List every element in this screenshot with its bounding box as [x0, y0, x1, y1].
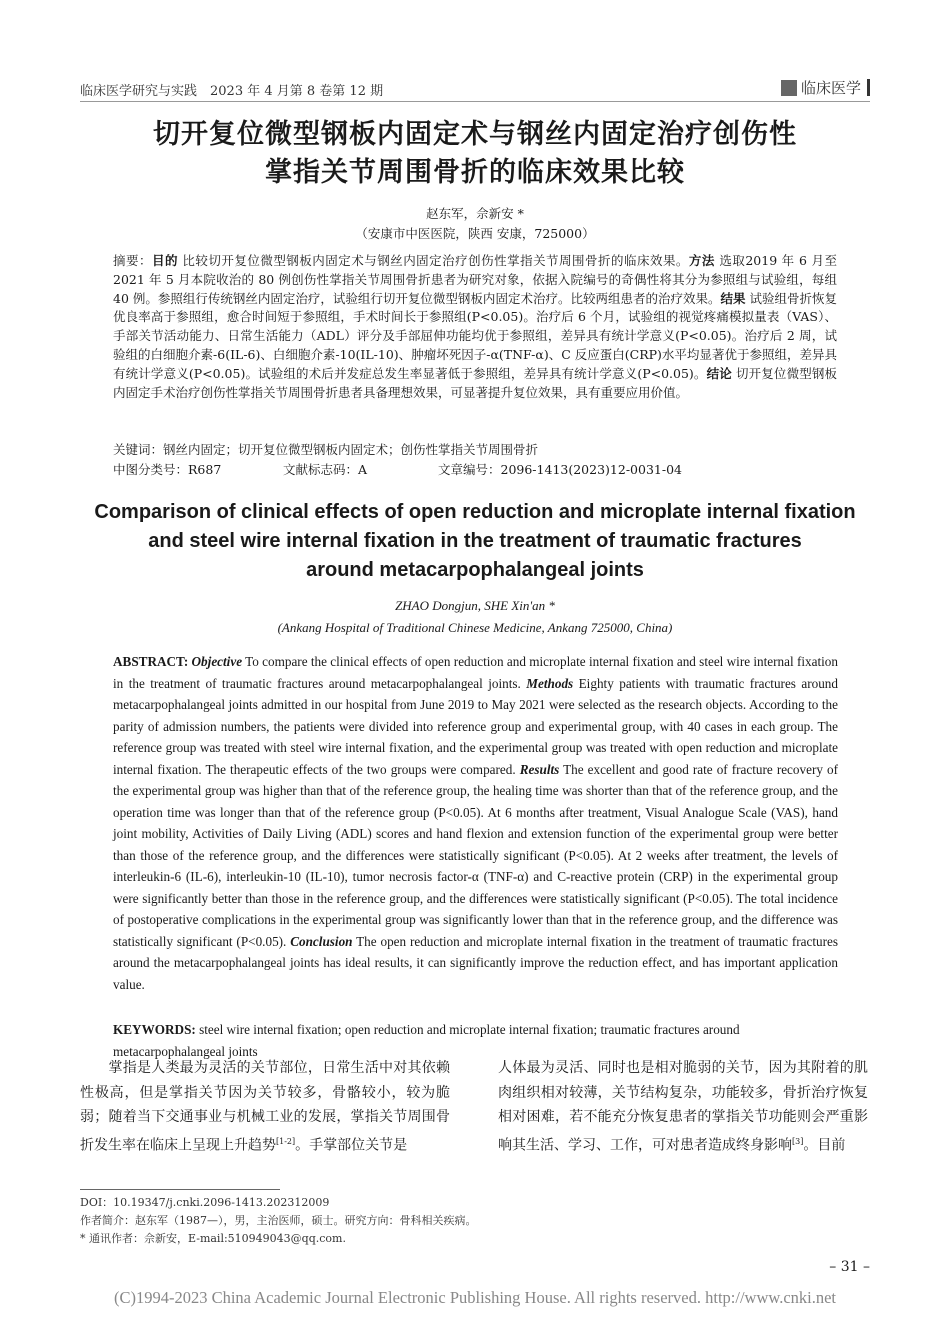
- results-en: The excellent and good rate of fracture recovery of the experimental group was higher than that of the reference group, the healing time was shorter than that of the reference group, and the operation time was longer than that of the reference group (P<0.05). At 6 months after treatment, Visual Analogue Scale (VAS), hand joint mobility, Activities of Daily Living (ADL) scores and hand flexion and extension function of the experimental group were better than those of the reference group, and the differences were statistically significant (P<0.05). At 2 weeks after treatment, the levels of interleukin-6 (IL-6), interleukin-10 (IL-10), tumor necrosis factor-α (TNF-α) and C-reactive protein (CRP) in the experimental group were significantly better than those in the reference group, and the differences were statistically significant (P<0.05). The total incidence of postoperative complications in the experimental group was significantly lower than that in the reference group, and the difference was statistically significant (P<0.05).: [113, 761, 838, 949]
- methods-cn: 选取2019 年 6 月至 2021 年 5 月本院收治的 80 例创伤性掌指关节周围骨折患者为研究对象，依据入院编号的奇偶性将其分为参照组与试验组，每组 40 例。参照组行传统钢丝内固定治疗，试验组行切开复位微型钢板内固定术治疗。比较两组患者的治疗效果。: [113, 253, 837, 306]
- conclusion-cn-label: 结论: [706, 365, 732, 381]
- affiliation-cn: （安康市中医医院，陕西 安康，725000）: [355, 226, 595, 241]
- author-bio: 作者简介：赵东军（1987—），男，主治医师，硕士。研究方向：骨科相关疾病。: [80, 1214, 477, 1227]
- body-left-text: 掌指是人类最为灵活的关节部位，日常生活中对其依赖性极高，但是掌指关节因为关节较多，骨骼较小，较为脆弱；随着当下交通事业与机械工业的发展，掌指关节周围骨折发生率在临床上呈现上升趋势: [80, 1060, 450, 1154]
- keywords-cn: 关键词：钢丝内固定；切开复位微型钢板内固定术；创伤性掌指关节周围骨折: [113, 442, 539, 457]
- objective-en: To compare the clinical effects of open reduction and microplate internal fixation and steel wire internal fixation in the treatment of traumatic fractures around metacarpophalangeal joints.: [113, 654, 838, 691]
- title-en-line2: and steel wire internal fixation in the treatment of traumatic fractures: [148, 530, 802, 552]
- conclusion-en-label: Conclusion: [290, 933, 353, 949]
- authors-en: ZHAO Dongjun, SHE Xin'an *: [395, 598, 555, 613]
- header-rule: [80, 101, 870, 102]
- methods-en: Eighty patients with traumatic fractures around metacarpophalangeal joints admitted in our hospital from June 2019 to May 2021 were selected as the research objects. According to the parity of admission numbers, the patients were divided into reference group and experimental group, with 40 cases in each group. The reference group was treated with steel wire internal fixation, and the experimental group was treated with open reduction and microplate internal fixation. The therapeutic effects of the two groups were compared.: [113, 675, 838, 777]
- body-left-column: [80, 1056, 450, 1158]
- section-label: [781, 77, 870, 98]
- conclusion-cn: 切开复位微型钢板内固定手术治疗创伤性掌指关节周围骨折患者具备理想效果，可显著提升复位效果，具有重要应用价值。: [113, 365, 837, 400]
- section-marker-icon: [781, 80, 797, 96]
- objective-en-label: Objective: [191, 654, 243, 669]
- body-left-text-end: 。手掌部位关节是: [295, 1137, 408, 1154]
- methods-cn-label: 方法: [688, 253, 715, 268]
- classification-row: [113, 460, 837, 478]
- objective-cn: 比较切开复位微型钢板内固定术与钢丝内固定治疗创伤性掌指关节周围骨折的临床效果。: [177, 253, 689, 268]
- footnote-rule: [80, 1189, 280, 1190]
- section-name: 临床医学: [800, 79, 861, 97]
- doc-code: 文献标志码：A: [283, 462, 368, 477]
- authors-cn: 赵东军，佘新安 *: [426, 206, 524, 221]
- objective-cn-label: 目的: [151, 253, 178, 268]
- citation-1-2: [1-2]: [276, 1136, 296, 1146]
- conclusion-en: The open reduction and microplate internal fixation in the treatment of traumatic fractures around the metacarpophalangeal joints has ideal results, it can significantly improve the reduction effect, and has important application value.: [113, 933, 838, 992]
- keywords-en-label: KEYWORDS:: [113, 1022, 200, 1037]
- abstract-en: [113, 651, 838, 995]
- results-en-label: Results: [519, 761, 560, 777]
- citation-3: [3]: [792, 1136, 804, 1146]
- title-cn-line1: 切开复位微型钢板内固定术与钢丝内固定治疗创伤性: [153, 119, 797, 150]
- methods-en-label: Methods: [526, 675, 574, 691]
- page-number: – 31 –: [829, 1259, 870, 1275]
- section-end-marker-icon: [867, 79, 870, 96]
- results-cn: 试验组骨折恢复优良率高于参照组，愈合时间短于参照组，手术时间长于参照组(P<0.05)。治疗后 6 个月，试验组的视觉疼痛模拟量表（VAS）、手部关节活动能力、日常生活能力（ADL）评分及手部屈伸功能均优于参照组，差异具有统计学意义(P<0.05)。治疗后 2 周，试验组的白细胞介素-6(IL-6)、白细胞介素-10(IL-10)、肿瘤坏死因子-α(TNF-α)、C 反应蛋白(CRP)水平均显著优于参照组，差异具有统计学意义(P<0.05)。试验组的术后并发症总发生率显著低于参照组，差异具有统计学意义(P<0.05)。: [113, 290, 837, 381]
- title-cn-line2: 掌指关节周围骨折的临床效果比较: [265, 157, 685, 188]
- body-right-text-end: 。目前: [803, 1137, 846, 1154]
- copyright-watermark: (C)1994-2023 China Academic Journal Electronic Publishing House. All rights reserved. http://www.cnki.net: [113, 1288, 837, 1307]
- abstract-cn: [113, 252, 837, 402]
- affiliation-en: (Ankang Hospital of Traditional Chinese Medicine, Ankang 725000, China): [277, 620, 673, 635]
- corresponding-author: * 通讯作者：佘新安，E-mail:510949043@qq.com.: [80, 1232, 346, 1245]
- abstract-cn-label: 摘要：: [113, 253, 152, 268]
- results-cn-label: 结果: [720, 290, 746, 306]
- title-en: [80, 498, 870, 585]
- keywords-en-text: steel wire internal fixation; open reduction and microplate internal fixation; traumatic fractures around metacarpophalangeal joints: [113, 1022, 740, 1059]
- journal-header: 临床医学研究与实践 2023 年 4 月第 8 卷第 12 期: [80, 84, 384, 99]
- doi: DOI：10.19347/j.cnki.2096-1413.202312009: [80, 1196, 330, 1209]
- clc-code: 中图分类号：R687: [113, 462, 222, 477]
- body-right-text: 人体最为灵活、同时也是相对脆弱的关节，因为其附着的肌肉组织相对较薄，关节结构复杂，功能较多，骨折治疗恢复相对困难，若不能充分恢复患者的掌指关节功能则会严重影响其生活、学习、工作，可对患者造成终身影响: [498, 1060, 868, 1154]
- abstract-en-label: ABSTRACT:: [113, 654, 192, 669]
- article-number: 文章编号：2096-1413(2023)12-0031-04: [438, 462, 682, 477]
- body-right-column: [498, 1056, 868, 1158]
- title-en-line3: around metacarpophalangeal joints: [306, 559, 644, 581]
- title-en-line1: Comparison of clinical effects of open reduction and microplate internal fixation: [94, 501, 856, 523]
